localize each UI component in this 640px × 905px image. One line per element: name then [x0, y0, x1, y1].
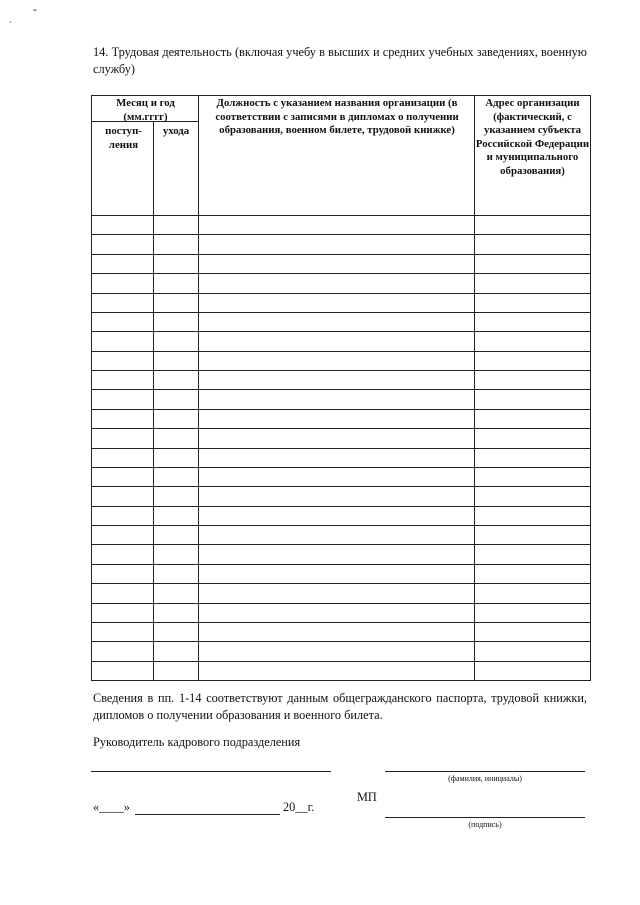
- section-heading: 14. Трудовая деятельность (включая учебу в высших и средних учебных заведениях, военную службу): [93, 45, 587, 76]
- signatory-line[interactable]: [91, 771, 331, 772]
- seal-label: МП: [357, 790, 377, 804]
- table-row-divider: [92, 603, 590, 604]
- table-row-divider: [92, 564, 590, 565]
- employment-history-table: [91, 95, 591, 681]
- table-row-divider: [92, 525, 590, 526]
- header-exit: ухода: [162, 125, 190, 137]
- table-row-divider: [92, 428, 590, 429]
- table-row-divider: [92, 331, 590, 332]
- table-row-divider: [92, 486, 590, 487]
- name-line[interactable]: [385, 771, 585, 772]
- header-position: Должность с указанием названия организации (в соответствии с записями в дипломах о получении образования, военном билете, трудовой книжке): [215, 97, 459, 137]
- table-row-divider: [92, 544, 590, 545]
- header-divider: [92, 215, 590, 216]
- scan-mark: -: [33, 2, 37, 16]
- column-divider: [474, 96, 475, 680]
- name-caption: (фамилия, инициалы): [448, 774, 522, 783]
- table-row-divider: [92, 622, 590, 623]
- table-row-divider: [92, 467, 590, 468]
- scan-mark: `: [9, 20, 12, 30]
- table-row-divider: [92, 506, 590, 507]
- header-address: Адрес организации (фактический, с указанием субъекта Российской Федерации и муниципального образования): [475, 97, 590, 177]
- table-row-divider: [92, 293, 590, 294]
- table-row-divider: [92, 661, 590, 662]
- column-divider: [198, 96, 199, 680]
- certification-note: Сведения в пп. 1-14 соответствуют данным общегражданского паспорта, трудовой книжки, дипломов о получении образования и военного билета.: [93, 691, 587, 722]
- date-year: 20__г.: [283, 800, 315, 814]
- date-open-quote: «____»: [93, 800, 130, 814]
- table-row-divider: [92, 351, 590, 352]
- table-row-divider: [92, 389, 590, 390]
- header-entry: поступ-ления: [105, 125, 142, 151]
- table-row-divider: [92, 312, 590, 313]
- table-row-divider: [92, 234, 590, 235]
- header-month-year: Месяц и год (мм.гггг): [116, 97, 175, 123]
- table-row-divider: [92, 448, 590, 449]
- date-month-line[interactable]: [135, 814, 280, 815]
- signature-caption: (подпись): [468, 820, 502, 829]
- table-row-divider: [92, 370, 590, 371]
- signature-line[interactable]: [385, 817, 585, 818]
- column-divider: [153, 122, 154, 680]
- table-row-divider: [92, 583, 590, 584]
- table-row-divider: [92, 409, 590, 410]
- table-row-divider: [92, 254, 590, 255]
- table-row-divider: [92, 273, 590, 274]
- signatory-title: Руководитель кадрового подразделения: [93, 735, 301, 749]
- table-row-divider: [92, 641, 590, 642]
